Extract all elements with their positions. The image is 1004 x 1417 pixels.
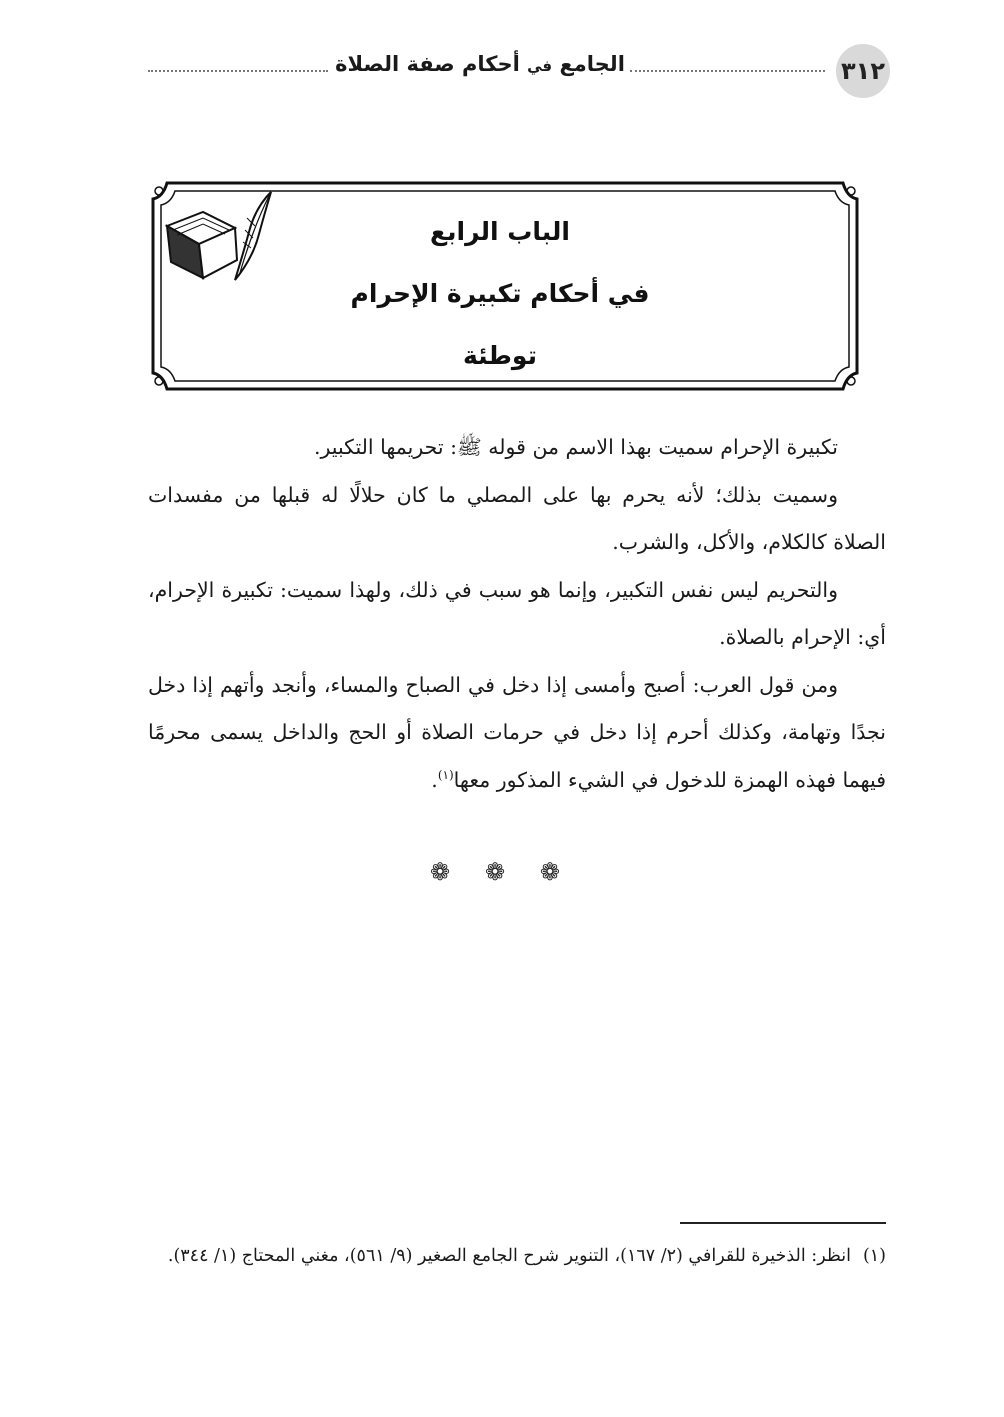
header-dotted-line-right <box>630 70 825 72</box>
running-title-rest: أحكام صفة الصلاة <box>335 52 520 76</box>
paragraph-4-text: ومن قول العرب: أصبح وأمسى إذا دخل في الصباح والمساء، وأنجد وأتهم إذا دخل نجدًا وتهامة، وكذلك أحرم إذا دخل في حرمات الصلاة أو الحج والداخل يسمى محرمًا فيهما فهذه الهمزة للدخول في الشيء المذكور معها <box>148 672 886 792</box>
chapter-subtitle: توطئة <box>463 341 537 370</box>
running-title-main: الجامع <box>559 52 625 76</box>
footnote-divider <box>680 1222 886 1224</box>
chapter-title: في أحكام تكبيرة الإحرام <box>350 279 650 308</box>
footnote-marker: (١) <box>862 1246 886 1266</box>
footnote-1 <box>148 1238 886 1274</box>
paragraph-4 <box>148 662 886 805</box>
chapter-number: الباب الرابع <box>430 217 570 246</box>
running-title <box>335 52 625 76</box>
running-title-preposition: في <box>527 57 553 75</box>
flower-ornament-icon: ❁ <box>484 858 506 886</box>
paragraph-4-end: . <box>431 767 438 792</box>
footnote-reference[interactable]: (١) <box>437 767 454 782</box>
paragraph-1: تكبيرة الإحرام سميت بهذا الاسم من قوله ﷺ: تحريمها التكبير. <box>313 435 838 459</box>
book-and-quill-icon <box>163 188 278 288</box>
flower-ornament-icon: ❁ <box>539 858 560 886</box>
header-dotted-line-left <box>148 70 328 72</box>
footnote-text: انظر: الذخيرة للقرافي (٢/ ١٦٧)، التنوير شرح الجامع الصغير (٩/ ٥٦١)، مغني المحتاج (١/ ٣٤٤). <box>167 1246 851 1266</box>
flower-ornament-icon: ❁ <box>430 858 451 886</box>
page-number-badge <box>836 44 890 98</box>
body-text <box>148 424 886 804</box>
paragraph-2: وسميت بذلك؛ لأنه يحرم بها على المصلي ما كان حلالًا له قبلها من مفسدات الصلاة كالكلام، والأكل، والشرب. <box>148 482 886 554</box>
chapter-heading <box>290 210 710 396</box>
paragraph-3: والتحريم ليس نفس التكبير، وإنما هو سبب في ذلك، ولهذا سميت: تكبيرة الإحرام، أي: الإحرام بالصلاة. <box>148 577 886 649</box>
page-number: ٣١٢ <box>841 57 885 85</box>
section-separator <box>430 858 560 886</box>
